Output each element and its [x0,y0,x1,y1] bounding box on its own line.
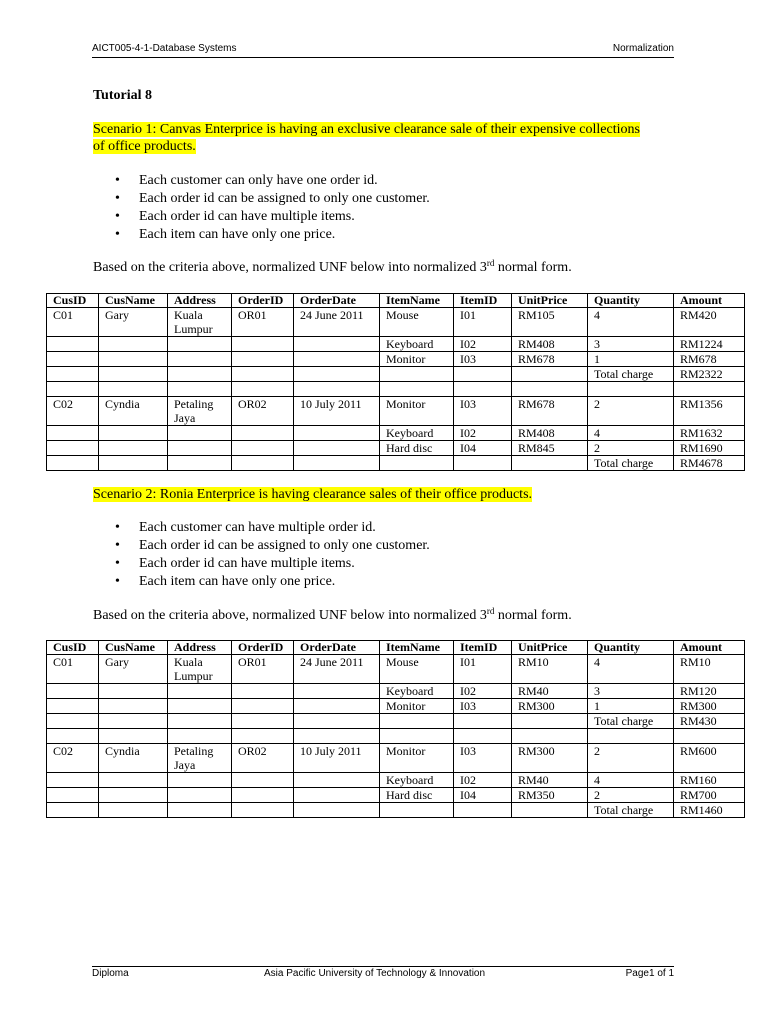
page-footer [92,966,674,982]
table-cell: I03 [454,352,512,367]
table-cell: RM40 [512,773,588,788]
table-cell: RM430 [674,714,745,729]
table-cell [47,684,99,699]
table-cell [294,714,380,729]
column-header: CusName [99,641,168,655]
table-cell [380,803,454,818]
section-title: Normalization [612,43,674,54]
table-cell [99,714,168,729]
table-cell [294,684,380,699]
table-cell: Keyboard [380,773,454,788]
table-cell: RM420 [674,308,745,337]
table-cell [168,337,232,352]
table-cell [674,729,745,744]
table-cell [168,367,232,382]
table-cell [99,426,168,441]
table-row [47,788,745,803]
table-row [47,441,745,456]
table-row [47,655,745,684]
table-cell: Petaling Jaya [168,744,232,773]
table-cell [47,714,99,729]
table-cell: 2 [588,441,674,456]
scenario-1-unf-table [46,293,745,471]
table-cell [168,803,232,818]
table-cell [47,803,99,818]
table-cell: RM10 [674,655,745,684]
table-cell [454,714,512,729]
table-row [47,352,745,367]
table-cell [380,456,454,471]
table-cell: RM845 [512,441,588,456]
column-header: Address [168,641,232,655]
table-cell: RM1632 [674,426,745,441]
table-cell: RM40 [512,684,588,699]
table-cell: RM1690 [674,441,745,456]
table-cell [47,788,99,803]
column-header: ItemName [380,641,454,655]
table-cell [232,337,294,352]
table-cell [512,382,588,397]
table-cell [99,729,168,744]
table-cell: OR01 [232,655,294,684]
table-cell: RM678 [512,352,588,367]
table-row [47,382,745,397]
table-cell [294,803,380,818]
table-cell [99,441,168,456]
column-header: UnitPrice [512,294,588,308]
column-header: CusName [99,294,168,308]
scenario-2-criteria-list [93,519,430,591]
table-cell: RM600 [674,744,745,773]
table-cell: 2 [588,397,674,426]
table-cell: RM160 [674,773,745,788]
table-cell: Keyboard [380,337,454,352]
table-cell: Cyndia [99,397,168,426]
table-cell [232,788,294,803]
table-cell [512,367,588,382]
table-cell [294,699,380,714]
column-header: OrderDate [294,641,380,655]
column-header: Quantity [588,294,674,308]
table-cell: Monitor [380,699,454,714]
table-cell [232,773,294,788]
list-item: • Each customer can have multiple order id. [93,519,430,537]
table-cell [294,367,380,382]
table-cell [168,699,232,714]
table-cell [454,729,512,744]
table-cell: 24 June 2011 [294,308,380,337]
table-cell [47,699,99,714]
table-cell [168,788,232,803]
table-cell: Kuala Lumpur [168,308,232,337]
table-cell: 3 [588,337,674,352]
table-cell [512,729,588,744]
table-cell: Mouse [380,308,454,337]
table-cell [232,352,294,367]
scenario-1-criteria-list [93,172,430,244]
column-header: Address [168,294,232,308]
table-cell: I04 [454,441,512,456]
table-cell [294,352,380,367]
tutorial-title: Tutorial 8 [93,88,152,103]
table-cell [674,382,745,397]
table-cell [294,773,380,788]
table-row [47,729,745,744]
table-cell [47,441,99,456]
table-cell: RM2322 [674,367,745,382]
scenario-1-text: Scenario 1: Canvas Enterprice is having an exclusive clearance sale of their expensive collections of office products. [93,122,640,154]
table-row [47,714,745,729]
table-cell [232,729,294,744]
table-cell: I03 [454,699,512,714]
column-header: ItemName [380,294,454,308]
table-row [47,803,745,818]
table-cell: RM10 [512,655,588,684]
table-row [47,337,745,352]
table-cell [454,456,512,471]
table-cell: 4 [588,426,674,441]
table-cell [47,426,99,441]
table-cell [512,714,588,729]
table-cell [294,729,380,744]
table-cell: RM300 [674,699,745,714]
table-cell: Total charge [588,714,674,729]
table-cell: RM105 [512,308,588,337]
table-cell: I01 [454,655,512,684]
table-row [47,426,745,441]
table-cell [294,426,380,441]
table-cell: I04 [454,788,512,803]
table-cell [232,441,294,456]
table-cell [168,456,232,471]
footer-page-number: Page1 of 1 [625,968,674,979]
table-cell: Total charge [588,367,674,382]
table-header-row [47,641,745,655]
table-cell: OR01 [232,308,294,337]
table-cell [232,714,294,729]
table-cell [99,773,168,788]
column-header: ItemID [454,294,512,308]
table-cell [232,803,294,818]
column-header: Quantity [588,641,674,655]
table-cell: Kuala Lumpur [168,655,232,684]
table-cell: RM678 [674,352,745,367]
table-cell [99,699,168,714]
table-cell: 4 [588,773,674,788]
scenario-1-instruction: Based on the criteria above, normalized UNF below into normalized 3rd normal form. [93,258,572,275]
table-row [47,367,745,382]
column-header: OrderID [232,641,294,655]
table-cell: Cyndia [99,744,168,773]
table-row [47,456,745,471]
table-cell [99,803,168,818]
table-cell: Monitor [380,744,454,773]
table-cell: Petaling Jaya [168,397,232,426]
table-cell [232,699,294,714]
table-cell [99,367,168,382]
table-cell: 10 July 2011 [294,397,380,426]
table-cell: 2 [588,788,674,803]
list-item: • Each order id can have multiple items. [93,555,430,573]
table-cell [168,684,232,699]
table-cell: Gary [99,308,168,337]
table-cell [47,729,99,744]
table-cell [168,714,232,729]
table-cell: Total charge [588,456,674,471]
table-cell [294,337,380,352]
footer-program: Diploma [92,968,129,979]
table-cell: 24 June 2011 [294,655,380,684]
table-cell [380,714,454,729]
table-row [47,308,745,337]
table-cell: Keyboard [380,426,454,441]
table-cell [99,788,168,803]
table-cell [512,456,588,471]
table-cell: Hard disc [380,788,454,803]
table-row [47,684,745,699]
table-cell [294,441,380,456]
table-cell [454,382,512,397]
table-cell: C02 [47,744,99,773]
column-header: CusID [47,641,99,655]
table-cell: 1 [588,699,674,714]
column-header: OrderDate [294,294,380,308]
table-cell [168,441,232,456]
list-item: • Each order id can be assigned to only one customer. [93,537,430,555]
table-cell [380,367,454,382]
table-cell: 2 [588,744,674,773]
table-cell [99,337,168,352]
scenario-2-text: Scenario 2: Ronia Enterprice is having clearance sales of their office products. [93,487,533,502]
column-header: ItemID [454,641,512,655]
table-header-row [47,294,745,308]
table-cell [380,382,454,397]
table-cell: Keyboard [380,684,454,699]
table-cell: 4 [588,655,674,684]
table-cell [294,456,380,471]
table-cell: 3 [588,684,674,699]
table-cell: RM1356 [674,397,745,426]
table-cell [232,456,294,471]
table-cell [99,352,168,367]
table-cell: C01 [47,308,99,337]
table-cell [232,382,294,397]
table-cell: OR02 [232,397,294,426]
column-header: Amount [674,294,745,308]
table-cell: RM350 [512,788,588,803]
table-row [47,773,745,788]
list-item: • Each item can have only one price. [93,573,430,591]
table-cell: RM678 [512,397,588,426]
table-cell [454,803,512,818]
table-cell: 1 [588,352,674,367]
table-cell: I02 [454,337,512,352]
table-cell [99,456,168,471]
table-cell [168,773,232,788]
table-cell: Monitor [380,352,454,367]
table-cell [99,684,168,699]
table-row [47,397,745,426]
column-header: Amount [674,641,745,655]
scenario-2-instruction: Based on the criteria above, normalized UNF below into normalized 3rd normal form. [93,606,572,623]
table-cell: RM700 [674,788,745,803]
table-cell [47,456,99,471]
table-cell: 4 [588,308,674,337]
table-cell [454,367,512,382]
table-cell: Hard disc [380,441,454,456]
table-cell: Total charge [588,803,674,818]
table-cell: RM1460 [674,803,745,818]
table-cell [232,426,294,441]
list-item: • Each item can have only one price. [93,226,430,244]
table-cell: Mouse [380,655,454,684]
course-code: AICT005-4-1-Database Systems [92,43,237,54]
table-cell: C01 [47,655,99,684]
table-cell: RM300 [512,744,588,773]
table-cell [168,426,232,441]
table-cell [294,382,380,397]
table-cell [380,729,454,744]
table-cell [47,367,99,382]
table-cell [232,684,294,699]
table-cell [47,382,99,397]
table-cell: I03 [454,397,512,426]
table-cell: OR02 [232,744,294,773]
scenario-2-unf-table [46,640,745,818]
scenario-2-heading [93,486,653,503]
table-cell: 10 July 2011 [294,744,380,773]
list-item: • Each customer can only have one order id. [93,172,430,190]
table-cell: RM408 [512,337,588,352]
table-cell [512,803,588,818]
table-cell: RM408 [512,426,588,441]
table-cell: Monitor [380,397,454,426]
table-cell [47,773,99,788]
page-header [92,43,674,58]
table-cell: RM1224 [674,337,745,352]
table-row [47,699,745,714]
table-cell [47,352,99,367]
table-cell [168,382,232,397]
footer-university: Asia Pacific University of Technology & Innovation [264,968,486,979]
table-cell [47,337,99,352]
list-item: • Each order id can have multiple items. [93,208,430,226]
table-row [47,744,745,773]
table-cell: RM120 [674,684,745,699]
table-cell: I02 [454,773,512,788]
table-cell [232,367,294,382]
table-cell [168,352,232,367]
table-cell: I02 [454,684,512,699]
table-cell [588,382,674,397]
table-cell [294,788,380,803]
table-cell: C02 [47,397,99,426]
scenario-1-heading [93,121,653,155]
table-cell: I01 [454,308,512,337]
table-cell [99,382,168,397]
column-header: OrderID [232,294,294,308]
column-header: UnitPrice [512,641,588,655]
list-item: • Each order id can be assigned to only one customer. [93,190,430,208]
table-cell: RM300 [512,699,588,714]
table-cell: RM4678 [674,456,745,471]
table-cell [168,729,232,744]
table-cell: I02 [454,426,512,441]
table-cell: I03 [454,744,512,773]
table-cell [588,729,674,744]
table-cell: Gary [99,655,168,684]
column-header: CusID [47,294,99,308]
